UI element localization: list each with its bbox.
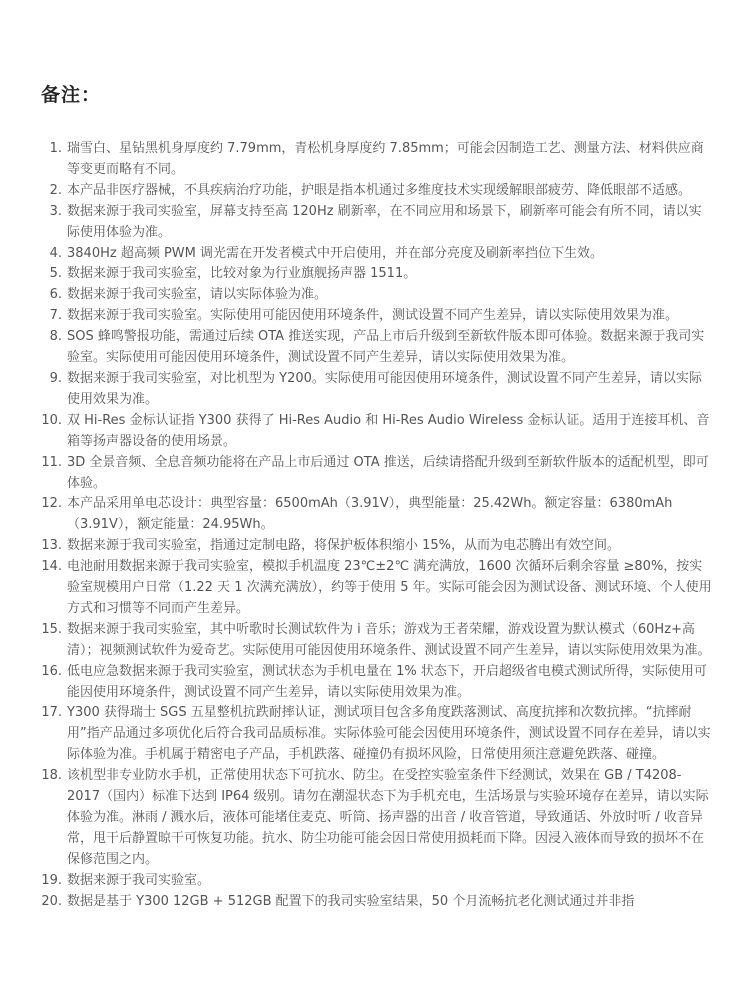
note-number: 18.: [41, 768, 62, 784]
note-number: 15.: [41, 621, 62, 637]
note-number: 17.: [41, 705, 62, 721]
note-text: SOS 蜂鸣警报功能，需通过后续 OTA 推送实现，产品上市后升级到至新软件版本即可体验。数据来源于我司实验室。实际使用可能因使用环境条件，测试设置不同产生差异，请以实际使用效果为准。: [67, 329, 705, 366]
note-number: 13.: [41, 538, 62, 554]
note-text: 本产品非医疗器械，不具疾病治疗功能，护眼是指本机通过多维度技术实现缓解眼部疲劳、降低眼部不适感。: [67, 182, 692, 198]
note-text: 数据来源于我司实验室，对比机型为 Y200。实际使用可能因使用环境条件，测试设置不同产生差异，请以实际使用效果为准。: [67, 370, 702, 407]
note-item: [0, 306, 750, 327]
note-item: [0, 892, 750, 913]
note-text: 双 Hi-Res 金标认证指 Y300 获得了 Hi-Res Audio 和 Hi-Res Audio Wireless 金标认证。适用于连接耳机、音箱等扬声器设备的使用场景。: [67, 412, 710, 449]
note-item: [0, 536, 750, 557]
note-text: 电池耐用数据来源于我司实验室，模拟手机温度 23℃±2℃ 满充满放，1600 次循环后剩余容量 ≥80%，按实验室规模用户日常（1.22 天 1 次满充满放），约等于使用 5 年。实际可能会因为测试设备、测试环境、个人使用方式和习惯等不同而产生差异。: [67, 559, 712, 616]
note-number: 11.: [41, 454, 62, 470]
note-number: 7.: [49, 308, 62, 324]
note-text: 该机型非专业防水手机，正常使用状态下可抗水、防尘。在受控实验室条件下经测试，效果在 GB / T4208-2017（国内）标准下达到 IP64 级别。请勿在潮湿状态下为手机充电，生活场景与实验环境存在差异，请以实际体验为准。淋雨 / 溅水后，液体可能堵住麦克、听筒、扬声器的出音 / 收音管道，导致通话、外放时听 / 收音异常，甩干后静置晾干可恢复功能。抗水、防尘功能可能会因日常使用损耗而下降。因浸入液体而导致的损坏不在保修范围之内。: [67, 768, 709, 867]
note-text: 低电应急数据来源于我司实验室，测试状态为手机电量在 1% 状态下，开启超级省电模式测试所得，实际使用可能因使用环境条件，测试设置不同产生差异，请以实际使用效果为准。: [67, 663, 707, 700]
note-item: [0, 244, 750, 265]
note-number: 3.: [49, 203, 62, 219]
note-number: 8.: [49, 329, 62, 345]
note-number: 9.: [49, 370, 62, 386]
note-item: [0, 285, 750, 306]
note-number: 4.: [49, 245, 62, 261]
note-item: [0, 703, 750, 766]
note-item: [0, 327, 750, 369]
note-item: [0, 766, 750, 871]
note-number: 19.: [41, 872, 62, 888]
note-number: 6.: [49, 287, 62, 303]
note-text: 本产品采用单电芯设计：典型容量：6500mAh（3.91V），典型能量：25.42Wh。额定容量：6380mAh（3.91V），额定能量：24.95Wh。: [67, 496, 673, 533]
note-text: 数据来源于我司实验室，其中听歌时长测试软件为 i 音乐；游戏为王者荣耀，游戏设置为默认模式（60Hz+高清）；视频测试软件为爱奇艺。实际使用可能因使用环境条件、测试设置不同产生差异，请以实际使用效果为准。: [67, 621, 711, 658]
page-title: 备注：: [41, 84, 102, 106]
note-text: 瑞雪白、星钻黑机身厚度约 7.79mm，青松机身厚度约 7.85mm；可能会因制造工艺、测量方法、材料供应商等变更而略有不同。: [67, 141, 704, 177]
note-item: [0, 871, 750, 892]
note-number: 12.: [41, 496, 62, 512]
note-item: [0, 557, 750, 620]
note-text: 3D 全景音频、全息音频功能将在产品上市后通过 OTA 推送，后续请搭配升级到至新软件版本的适配机型，即可体验。: [67, 454, 709, 491]
note-text: 数据来源于我司实验室，指通过定制电路，将保护板体积缩小 15%，从而为电芯腾出有效空间。: [67, 538, 621, 554]
note-number: 10.: [41, 412, 62, 428]
note-item: [0, 411, 750, 453]
note-item: [0, 139, 750, 181]
note-number: 1.: [49, 141, 62, 156]
note-number: 14.: [41, 559, 62, 575]
note-item: [0, 453, 750, 495]
note-text: 3840Hz 超高频 PWM 调光需在开发者模式中开启使用，并在部分亮度及刷新率挡位下生效。: [67, 245, 603, 261]
note-number: 16.: [41, 663, 62, 679]
note-number: 20.: [41, 893, 62, 909]
note-text: 数据来源于我司实验室，比较对象为行业旗舰扬声器 1511。: [67, 266, 417, 282]
note-text: Y300 获得瑞士 SGS 五星整机抗跌耐摔认证，测试项目包含多角度跌落测试、高度抗摔和次数抗摔。“抗摔耐用”指产品通过多项优化后符合我司品质标准。实际体验可能会因使用环境条件，测试设置不同存在差异，请以实际体验为准。手机属于精密电子产品，手机跌落、碰撞仍有损坏风险，日常使用须注意避免跌落、碰撞。: [67, 705, 711, 763]
note-text: 数据来源于我司实验室，请以实际体验为准。: [67, 287, 328, 303]
note-text: 数据来源于我司实验室。: [67, 872, 211, 888]
note-item: [0, 202, 750, 244]
note-item: [0, 662, 750, 704]
note-item: [0, 620, 750, 662]
note-number: 5.: [49, 266, 62, 282]
notes-list: [0, 139, 750, 913]
note-item: [0, 264, 750, 285]
note-number: 2.: [49, 182, 62, 198]
note-item: [0, 494, 750, 536]
note-text: 数据来源于我司实验室，屏幕支持至高 120Hz 刷新率，在不同应用和场景下，刷新率可能会有所不同，请以实际使用体验为准。: [67, 203, 702, 240]
note-item: [0, 181, 750, 202]
note-item: [0, 369, 750, 411]
note-text: 数据来源于我司实验室。实际使用可能因使用环境条件，测试设置不同产生差异，请以实际使用效果为准。: [67, 308, 679, 324]
note-text: 数据是基于 Y300 12GB + 512GB 配置下的我司实验室结果，50 个月流畅抗老化测试通过并非指: [67, 893, 635, 909]
